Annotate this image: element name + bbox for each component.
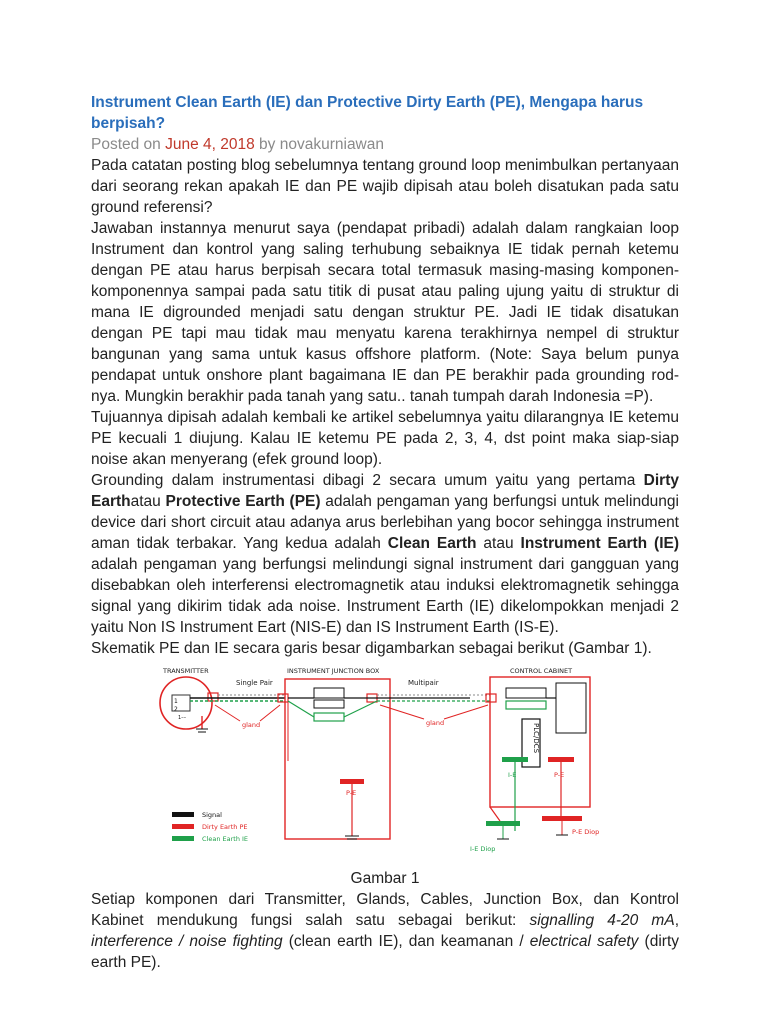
jb-terminal-2 bbox=[314, 700, 344, 708]
label-gland-right: gland bbox=[426, 719, 445, 727]
jb-screen-out bbox=[344, 701, 377, 717]
posted-prefix: Posted on bbox=[91, 136, 166, 153]
posted-by: by bbox=[254, 136, 280, 153]
arrow-gland-left-2 bbox=[260, 705, 280, 721]
tx-terminal-1: 1 bbox=[174, 698, 178, 705]
author-link[interactable]: novakurniawan bbox=[279, 136, 384, 153]
p4-text-a: Grounding dalam instrumentasi dibagi 2 secara umum yaitu yang pertama bbox=[91, 472, 644, 489]
jb-screen-in bbox=[288, 701, 314, 717]
grounding-schematic bbox=[90, 661, 678, 858]
label-gland-left: gland bbox=[242, 721, 261, 729]
figure-caption: Gambar 1 bbox=[350, 870, 420, 887]
cabinet-terminal-1 bbox=[506, 688, 546, 698]
label-junction-box: INSTRUMENT JUNCTION BOX bbox=[287, 667, 380, 675]
cabinet-pe-bar bbox=[548, 757, 574, 762]
label-control-cabinet: CONTROL CABINET bbox=[510, 667, 573, 675]
cabinet-marshalling bbox=[556, 683, 586, 733]
arrow-gland-right-2 bbox=[444, 705, 488, 719]
jb-pe-bar bbox=[340, 779, 364, 784]
legend-dirty: Dirty Earth PE bbox=[202, 823, 248, 831]
pe-diop-bar bbox=[542, 816, 582, 821]
term-electrical-safety: electrical safety bbox=[529, 933, 639, 950]
term-protective-earth: Protective Earth (PE) bbox=[165, 493, 321, 510]
legend-clean: Clean Earth IE bbox=[202, 835, 249, 843]
legend-signal: Signal bbox=[202, 811, 222, 819]
paragraph-2: Jawaban instannya menurut saya (pendapat pribadi) adalah dalam rangkaian loop Instrument dan kontrol yang saling terhubung sebaiknya IE tidak pernah ketemu dengan PE atau harus berpisah secara total termasuk masing-masing komponen-komponennya sampai pada satu titik di pusat atau paling ujung yaitu di struktur di mana IE digrounded menjadi satu dengan struktur PE. Jadi IE tidak disatukan dengan PE tapi mau tidak mau menyatu karena terakhirnya nempel di struktur bangunan yang sama untuk kasus offshore platform. (Note: Saya belum punya pendapat untuk onshore plant bagaimana IE dan PE berakhir pada grounding rod-nya. Mungkin berakhir pada tanah yang satu.. tanah tumpah darah Indonesia =P). bbox=[91, 220, 679, 405]
legend-signal-swatch bbox=[172, 812, 194, 817]
term-signalling: signalling 4-20 mA bbox=[529, 912, 675, 929]
p6-text-g: (dirty earth PE). bbox=[91, 933, 679, 971]
label-plc: PLC/DCS bbox=[532, 723, 540, 754]
cabinet-terminal-2 bbox=[506, 701, 546, 709]
paragraph-6 bbox=[91, 889, 679, 973]
ie-diop-bar bbox=[486, 821, 520, 826]
paragraph-5: Skematik PE dan IE secara garis besar digambarkan sebagai berikut (Gambar 1). bbox=[91, 640, 652, 657]
tx-terminal-2: 2 bbox=[174, 706, 178, 713]
term-interference: interference / noise fighting bbox=[91, 933, 283, 950]
post-date-link[interactable]: June 4, 2018 bbox=[165, 136, 255, 153]
arrow-gland-left-1 bbox=[215, 705, 240, 721]
legend-dirty-swatch bbox=[172, 824, 194, 829]
legend-clean-swatch bbox=[172, 836, 194, 841]
cabinet-ie-bar bbox=[502, 757, 528, 762]
label-multipair: Multipair bbox=[408, 679, 439, 687]
label-single-pair: Single Pair bbox=[236, 679, 273, 687]
article bbox=[91, 92, 679, 973]
p4-text-c: atau bbox=[130, 493, 166, 510]
paragraph-3: Tujuannya dipisah adalah kembali ke artikel sebelumnya yaitu dilarangnya IE ketemu PE kecuali 1 diujung. Kalau IE ketemu PE pada 2, 3, 4, dst point maka siap-siap noise akan menyerang (efek ground loop). bbox=[91, 409, 679, 468]
cabinet-frame-bond bbox=[490, 807, 500, 821]
post-title[interactable]: Instrument Clean Earth (IE) dan Protective Dirty Earth (PE), Mengapa harus berpisah? bbox=[91, 94, 644, 132]
label-ie-diop: I-E Diop bbox=[470, 845, 496, 853]
p4-text-e: adalah pengaman yang berfungsi untuk melindungi device dari short circuit atau adanya arus berlebihan yang bocor sehingga instrument aman tidak terbakar. Yang kedua adalah bbox=[91, 493, 679, 552]
gland-transmitter bbox=[208, 693, 218, 701]
label-pe-jb: P-E bbox=[346, 789, 357, 797]
jb-terminal-1 bbox=[314, 688, 344, 698]
term-instrument-earth: Instrument Earth (IE) bbox=[520, 535, 679, 552]
transmitter-circle bbox=[160, 677, 212, 729]
post-meta bbox=[91, 134, 679, 155]
p4-text-i: adalah pengaman yang berfungsi melindungi signal instrument dari gangguan yang disebabkan oleh interferensi electromagnetik atau induksi elektromagnetik sehingga signal yang dikirim tidak ada noise. Instrument Earth (IE) dikelompokkan menjadi 2 yaitu Non IS Instrument Eart (NIS-E) dan IS Instrument Earth (IS-E). bbox=[91, 556, 679, 636]
tx-device-mark: 1–– bbox=[178, 715, 187, 721]
p6-text-e: (clean earth IE), dan keamanan / bbox=[282, 933, 530, 950]
label-pe-diop: P-E Diop bbox=[572, 828, 600, 836]
p4-text-g: atau bbox=[476, 535, 521, 552]
p6-text-c: , bbox=[674, 912, 679, 929]
label-transmitter: TRANSMITTER bbox=[163, 667, 209, 675]
label-pe-cabinet: P-E bbox=[554, 771, 565, 779]
term-dirty-earth: Dirty Earth bbox=[91, 472, 679, 510]
p6-text-a: Setiap komponen dari Transmitter, Glands, Cables, Junction Box, dan Kontrol Kabinet mendukung fungsi salah satu sebagai berikut: bbox=[91, 891, 679, 929]
term-clean-earth: Clean Earth bbox=[387, 535, 477, 552]
jb-ie-bar bbox=[314, 713, 344, 721]
paragraph-4 bbox=[91, 470, 679, 638]
paragraph-1: Pada catatan posting blog sebelumnya tentang ground loop menimbulkan pertanyaan dari seorang rekan apakah IE dan PE wajib dipisah atau boleh disatukan pada satu ground referensi? bbox=[91, 157, 679, 216]
arrow-gland-right-1 bbox=[380, 705, 424, 719]
label-ie: I-E bbox=[508, 771, 517, 779]
schematic-svg bbox=[90, 661, 678, 858]
